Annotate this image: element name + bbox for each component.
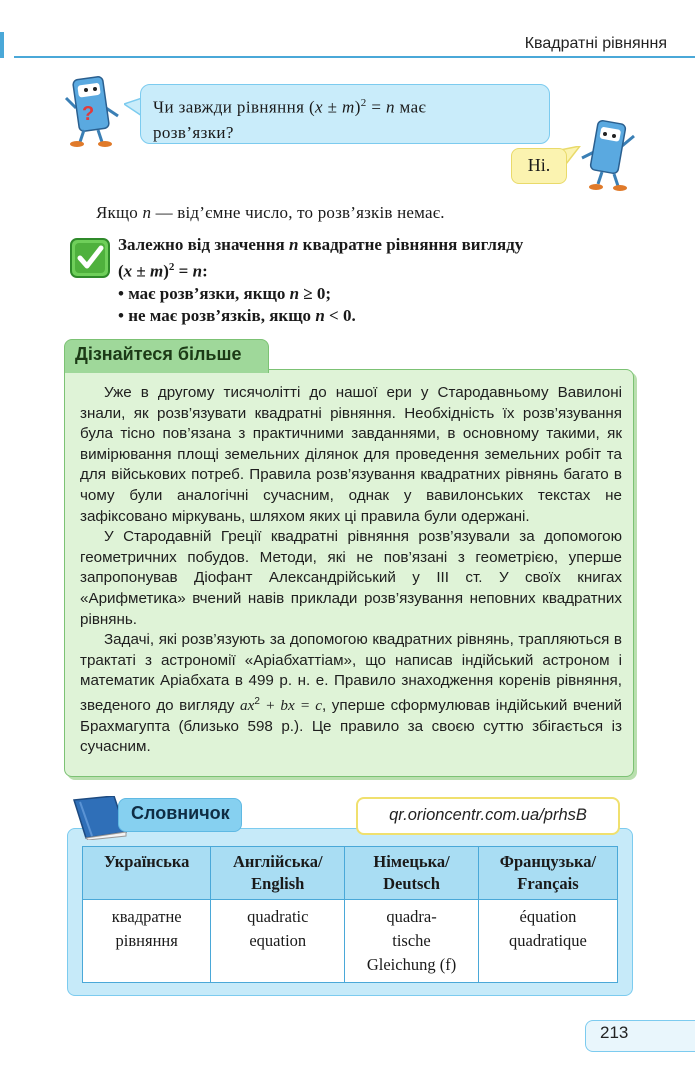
- paren-open: (: [118, 261, 124, 281]
- var-n: n: [385, 97, 395, 117]
- term-line: квадратне: [111, 907, 182, 926]
- question-text-end: має: [394, 97, 427, 117]
- header-english-native: English: [251, 874, 305, 893]
- term-line: équation: [519, 907, 577, 926]
- rule-bullet-2: [118, 305, 638, 327]
- paren-close: ): [163, 261, 169, 281]
- header-german-native: Deutsch: [383, 874, 440, 893]
- question-line-2: розв’язки?: [153, 122, 234, 142]
- paren-close: ): [354, 97, 361, 117]
- qr-link[interactable]: qr.orioncentr.com.ua/prhsB: [356, 797, 620, 835]
- exponent: 2: [168, 261, 175, 273]
- cell-ukrainian: [83, 900, 211, 983]
- var-x: x: [315, 97, 323, 117]
- var-m: m: [342, 97, 355, 117]
- formula-ax: ax: [240, 696, 255, 714]
- header-french-native: Français: [517, 874, 579, 893]
- header-german: [345, 847, 479, 900]
- var-n: n: [315, 305, 325, 325]
- header-rule: [14, 56, 695, 58]
- term-line: equation: [249, 931, 307, 950]
- var-n: n: [142, 203, 152, 222]
- var-x: x: [123, 261, 133, 281]
- page-number: 213: [600, 1023, 629, 1042]
- header-french: [478, 847, 617, 900]
- formula-exponent: 2: [254, 695, 260, 707]
- learn-paragraph-2: У Стародавній Греції квадратні рівняння розв’язували за допомогою геометричних побудов. Методи, які не пов’язані з геометрією, уперше запропонував Діофант Александрійський у ІІІ ст. У своїх книгах «Арифметика» вчений навів приклади розв’язування неповних квадратних рівнянь.: [80, 528, 622, 628]
- cell-german: [345, 900, 479, 983]
- var-m: m: [150, 261, 164, 281]
- pm-sign: ±: [322, 97, 343, 117]
- rule-line1: Залежно від значення: [118, 235, 289, 254]
- var-n: n: [192, 261, 203, 281]
- header-english-uk: Англійська/: [232, 852, 323, 871]
- learn-paragraph-3: [80, 630, 622, 758]
- neg-prefix: Якщо: [96, 203, 143, 222]
- robot-answer-icon: [578, 116, 640, 192]
- bullet-cond: ≥ 0;: [299, 283, 332, 303]
- running-header-title: Квадратні рівняння: [524, 35, 667, 52]
- table-header-row: [83, 847, 618, 900]
- dictionary-table: [82, 846, 618, 983]
- bullet-text: • не має розв’язків, якщо: [118, 305, 316, 325]
- header-french-uk: Французька/: [499, 852, 597, 871]
- bullet-text: • має розв’язки, якщо: [118, 283, 290, 303]
- table-row: [83, 900, 618, 983]
- formula-rest: + bx = c: [259, 696, 323, 714]
- term-line: quadratic: [247, 907, 309, 926]
- answer-bubble: Ні.: [511, 148, 567, 184]
- term-line: tische: [392, 931, 431, 950]
- rule-line1-end: квадратне рівняння вигляду: [298, 235, 524, 254]
- learn-more-title: Дізнайтеся більше: [75, 344, 242, 364]
- colon: :: [202, 261, 208, 281]
- learn-paragraph-1: Уже в другому тисячолітті до нашої ери у Стародавньому Вавилоні знали, як розв’язувати квадратні рівняння. Необхідність їх розв’язування була тісно пов’язана з практичними завданнями, в основному такими, як вимірювання площі земельних ділянок для проведення земельних робіт та для військових потреб. Правила розв’язування квадратних рівнянь багато в чому були аналогічні сучасним, однак у вавилонських текстах не зафіксовано міркувань, шляхом яких ці правила були одержані.: [80, 384, 622, 525]
- term-line: Gleichung (f): [366, 955, 457, 974]
- robot-question-icon: [62, 72, 128, 148]
- header-english: [211, 847, 345, 900]
- p3-text-end: , уперше сформулював індійський вчений Брахмагупта (близько 598 р.). Це правило за своєю суттю збігається із сучасним.: [80, 696, 622, 756]
- dictionary-title: Словничок: [131, 803, 230, 823]
- learn-more-text: [80, 383, 622, 758]
- checkmark-icon: [70, 238, 110, 278]
- term-line: рівняння: [115, 931, 178, 950]
- term-line: quadra-: [386, 907, 437, 926]
- svg-text:?: ?: [82, 103, 95, 125]
- var-n: n: [288, 235, 299, 254]
- neg-suffix: — від’ємне число, то розв’язків немає.: [151, 203, 445, 222]
- question-bubble: [140, 84, 550, 144]
- exponent: 2: [360, 97, 367, 109]
- cell-french: [478, 900, 617, 983]
- cell-english: [211, 900, 345, 983]
- var-n: n: [289, 283, 300, 303]
- rule-bullet-1: [118, 283, 638, 305]
- header-accent-bar: [0, 32, 4, 58]
- rule-block: [118, 234, 638, 327]
- term-line: quadratique: [509, 931, 587, 950]
- header-ukrainian: Українська: [83, 847, 211, 900]
- equals-sign: =: [366, 97, 386, 117]
- negative-case-text: [96, 203, 445, 223]
- header-german-uk: Німецька/: [373, 852, 450, 871]
- question-text: Чи завжди рівняння (: [153, 97, 316, 117]
- p3-text: Задачі, які розв’язують за допомогою квадратних рівнянь, трапляються в трактаті з астрономії «Аріабхаттіам», що написав індійський астроном і математик Аріабхата в 499 р. н. е. Правило знаходження коренів рівняння, зведеного до вигляду: [80, 631, 622, 714]
- pm-sign: ±: [132, 261, 151, 281]
- equals-sign: =: [174, 261, 193, 281]
- bullet-cond: < 0.: [324, 305, 356, 325]
